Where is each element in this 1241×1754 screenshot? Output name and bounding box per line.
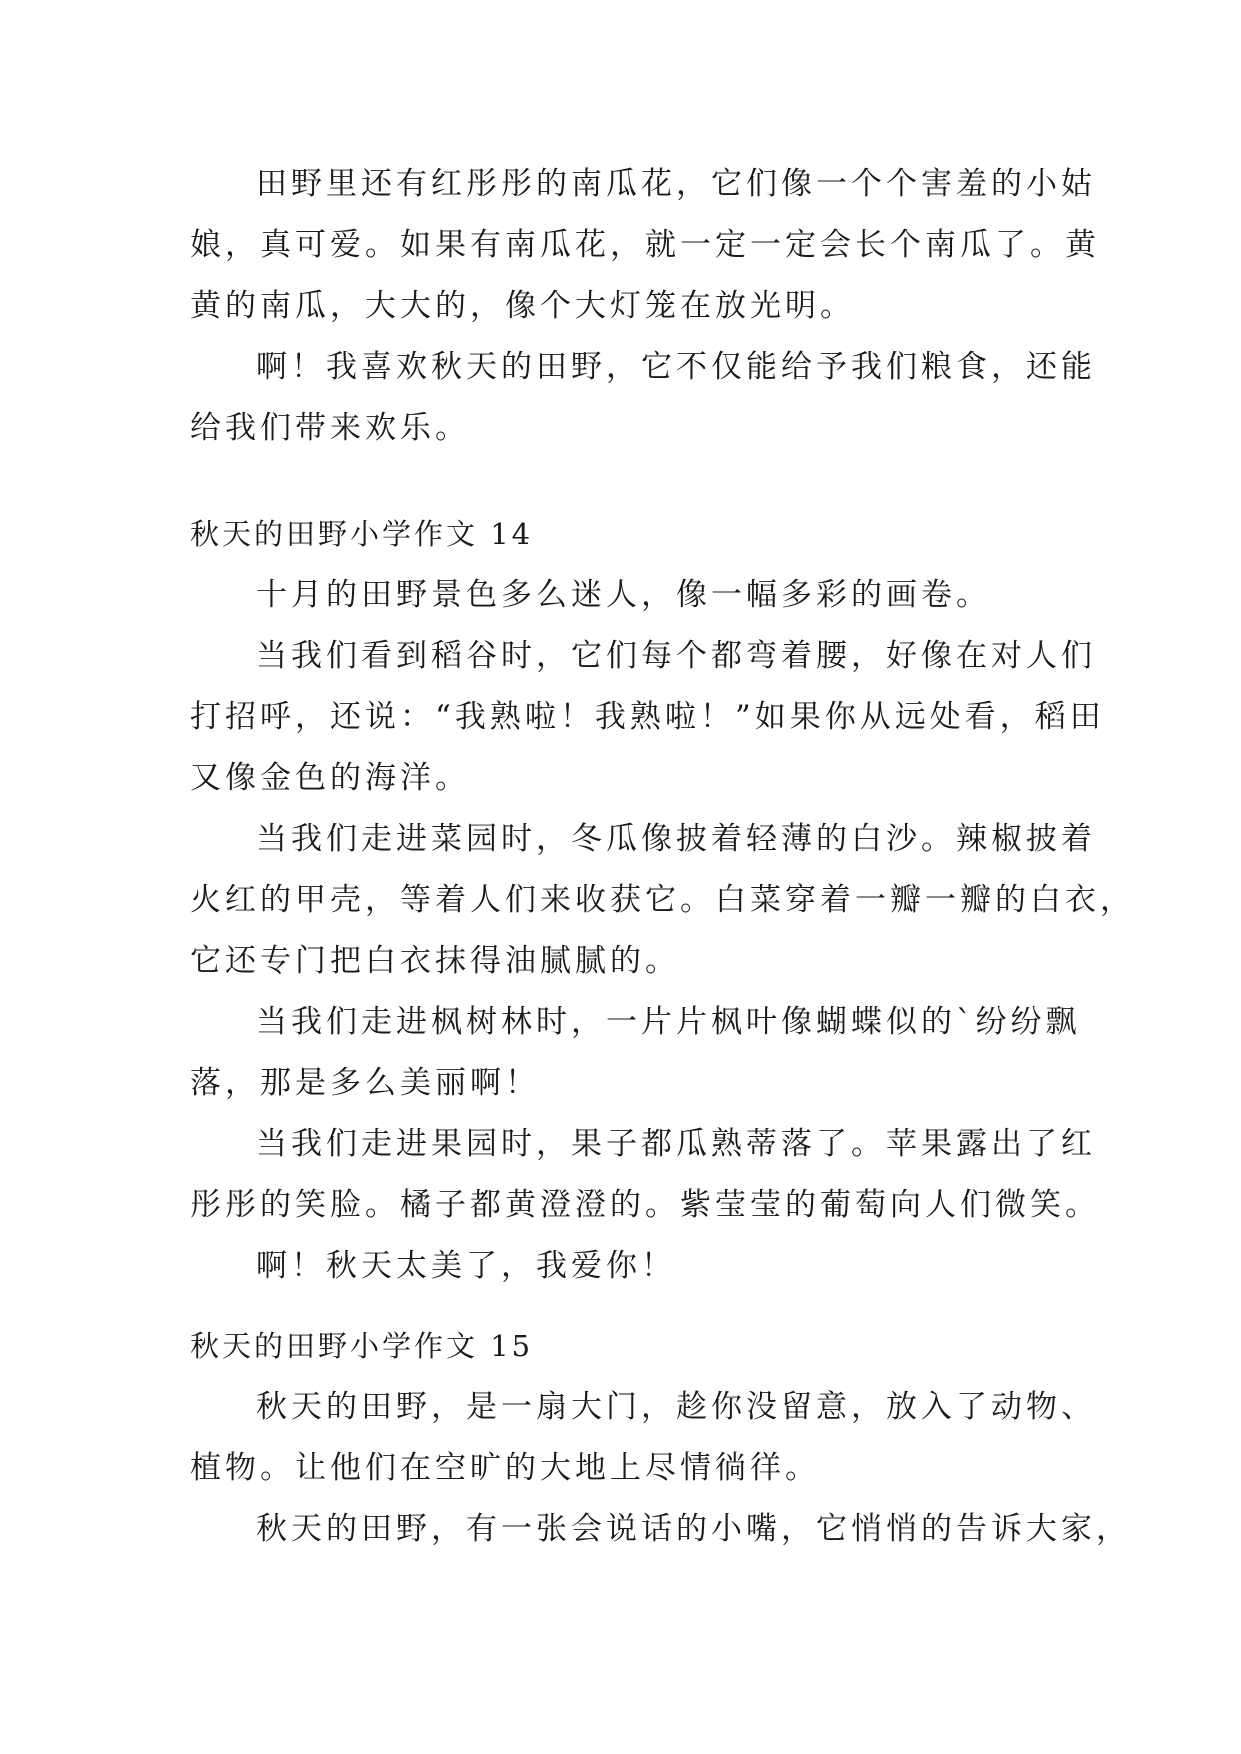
paragraph (190, 154, 1100, 337)
paragraph (190, 809, 1135, 992)
paragraph-line: 给我们带来欢乐。 (190, 410, 470, 446)
paragraph-line: 秋天的田野，是一扇大门，趁你没留意，放入了动物、 (256, 1389, 1096, 1425)
paragraph (190, 565, 1060, 626)
paragraph-line: 田野里还有红彤彤的南瓜花，它们像一个个害羞的小姑 (256, 166, 1096, 202)
paragraph (190, 992, 1081, 1114)
paragraph-line: 彤彤的笑脸。橘子都黄澄澄的。紫莹莹的葡萄向人们微笑。 (190, 1187, 1100, 1223)
paragraph-line: 植物。让他们在空旷的大地上尽情徜徉。 (190, 1450, 820, 1486)
paragraph (190, 1236, 1060, 1297)
paragraph-line: 秋天的田野，有一张会说话的小嘴，它悄悄的告诉大家， (256, 1511, 1131, 1547)
section-title: 秋天的田野小学作文 15 (190, 1329, 534, 1363)
paragraph-line: 打招呼，还说：“我熟啦！我熟啦！”如果你从远处看，稻田 (190, 699, 1105, 735)
paragraph-line: 当我们走进枫树林时，一片片枫叶像蝴蝶似的`纷纷飘 (256, 1004, 1081, 1040)
paragraph-line: 它还专门把白衣抹得油腻腻的。 (190, 943, 680, 979)
paragraph-line: 又像金色的海洋。 (190, 760, 470, 796)
paragraph (190, 337, 1096, 459)
section-15 (190, 1316, 1131, 1560)
paragraph-line: 黄的南瓜，大大的，像个大灯笼在放光明。 (190, 288, 855, 324)
paragraph-line: 当我们走进菜园时，冬瓜像披着轻薄的白沙。辣椒披着 (256, 821, 1096, 857)
paragraph-line: 落，那是多么美丽啊！ (190, 1065, 540, 1101)
paragraph (190, 1377, 1096, 1499)
paragraph-line: 火红的甲壳，等着人们来收获它。白菜穿着一瓣一瓣的白衣， (190, 882, 1135, 918)
paragraph-line: 十月的田野景色多么迷人，像一幅多彩的画卷。 (256, 577, 991, 613)
paragraph (190, 626, 1105, 809)
section-title: 秋天的田野小学作文 14 (190, 517, 534, 551)
paragraph-line: 啊！我喜欢秋天的田野，它不仅能给予我们粮食，还能 (256, 349, 1096, 385)
section-14 (190, 504, 1135, 1297)
previous-section (190, 154, 1100, 459)
paragraph-line: 娘，真可爱。如果有南瓜花，就一定一定会长个南瓜了。黄 (190, 227, 1100, 263)
paragraph-line: 当我们看到稻谷时，它们每个都弯着腰，好像在对人们 (256, 638, 1096, 674)
paragraph (190, 1499, 1131, 1560)
paragraph-line: 当我们走进果园时，果子都瓜熟蒂落了。苹果露出了红 (256, 1126, 1096, 1162)
paragraph-line: 啊！秋天太美了，我爱你！ (256, 1248, 676, 1284)
paragraph (190, 1114, 1100, 1236)
